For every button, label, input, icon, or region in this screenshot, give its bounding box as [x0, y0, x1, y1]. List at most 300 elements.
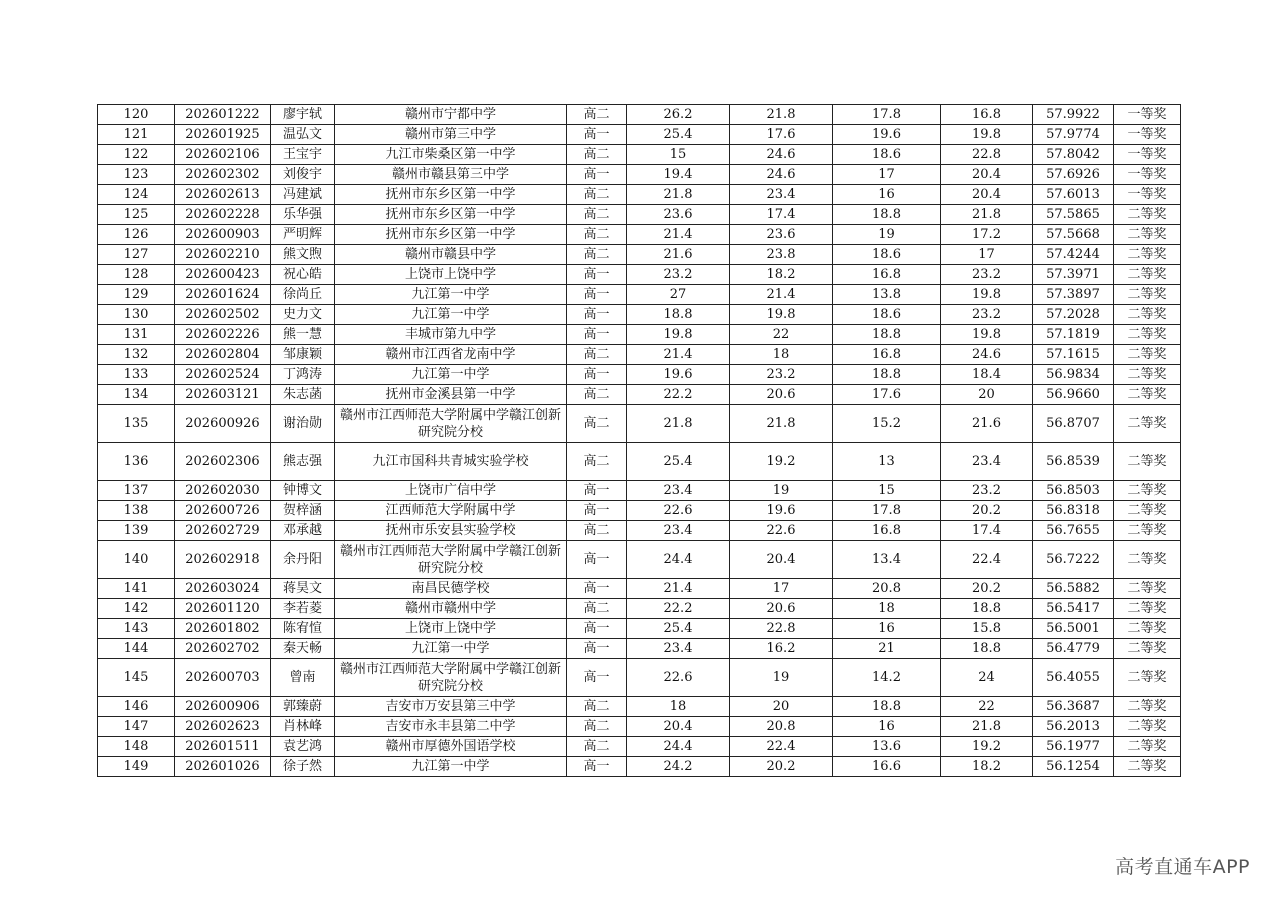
award-cell: 二等奖 [1114, 737, 1181, 757]
award-cell: 二等奖 [1114, 501, 1181, 521]
score1-cell: 23.4 [627, 481, 730, 501]
watermark-text: 高考直通车APP [1115, 856, 1250, 878]
award-cell: 二等奖 [1114, 579, 1181, 599]
score2-cell: 22.6 [730, 521, 833, 541]
table-row [98, 165, 1181, 185]
score3-cell: 17.6 [833, 385, 941, 405]
award-cell: 二等奖 [1114, 325, 1181, 345]
rank-cell: 135 [98, 405, 175, 443]
total-cell: 57.1819 [1033, 325, 1114, 345]
rank-cell: 146 [98, 697, 175, 717]
table-row [98, 125, 1181, 145]
score1-cell: 24.4 [627, 737, 730, 757]
score2-cell: 23.4 [730, 185, 833, 205]
table-row [98, 305, 1181, 325]
score2-cell: 16.2 [730, 639, 833, 659]
score4-cell: 20 [941, 385, 1033, 405]
total-cell: 56.1977 [1033, 737, 1114, 757]
school-cell: 南昌民德学校 [335, 579, 567, 599]
score1-cell: 19.8 [627, 325, 730, 345]
total-cell: 56.9660 [1033, 385, 1114, 405]
score4-cell: 23.2 [941, 481, 1033, 501]
id-cell: 202601624 [175, 285, 271, 305]
score3-cell: 17.8 [833, 501, 941, 521]
name-cell: 祝心皓 [271, 265, 335, 285]
name-cell: 熊志强 [271, 443, 335, 481]
total-cell: 56.9834 [1033, 365, 1114, 385]
name-cell: 王宝宇 [271, 145, 335, 165]
score3-cell: 16.8 [833, 265, 941, 285]
rank-cell: 133 [98, 365, 175, 385]
grade-cell: 高一 [567, 305, 627, 325]
total-cell: 56.5882 [1033, 579, 1114, 599]
total-cell: 57.6926 [1033, 165, 1114, 185]
award-cell: 二等奖 [1114, 659, 1181, 697]
grade-cell: 高二 [567, 697, 627, 717]
name-cell: 蒋昊文 [271, 579, 335, 599]
score4-cell: 17.2 [941, 225, 1033, 245]
award-cell: 二等奖 [1114, 521, 1181, 541]
name-cell: 陈宥愃 [271, 619, 335, 639]
award-cell: 一等奖 [1114, 185, 1181, 205]
score4-cell: 18.8 [941, 599, 1033, 619]
score1-cell: 24.2 [627, 757, 730, 777]
award-cell: 二等奖 [1114, 757, 1181, 777]
rank-cell: 124 [98, 185, 175, 205]
award-cell: 一等奖 [1114, 125, 1181, 145]
score4-cell: 20.2 [941, 501, 1033, 521]
name-cell: 徐尚丘 [271, 285, 335, 305]
total-cell: 56.8318 [1033, 501, 1114, 521]
name-cell: 曾南 [271, 659, 335, 697]
total-cell: 56.7222 [1033, 541, 1114, 579]
score4-cell: 19.8 [941, 285, 1033, 305]
grade-cell: 高二 [567, 717, 627, 737]
rank-cell: 127 [98, 245, 175, 265]
score2-cell: 17.4 [730, 205, 833, 225]
rank-cell: 131 [98, 325, 175, 345]
score1-cell: 18.8 [627, 305, 730, 325]
id-cell: 202602623 [175, 717, 271, 737]
award-cell: 二等奖 [1114, 599, 1181, 619]
award-cell: 二等奖 [1114, 481, 1181, 501]
score3-cell: 15 [833, 481, 941, 501]
grade-cell: 高二 [567, 105, 627, 125]
id-cell: 202602226 [175, 325, 271, 345]
score3-cell: 21 [833, 639, 941, 659]
rank-cell: 147 [98, 717, 175, 737]
name-cell: 冯建斌 [271, 185, 335, 205]
score1-cell: 18 [627, 697, 730, 717]
score2-cell: 23.8 [730, 245, 833, 265]
id-cell: 202601925 [175, 125, 271, 145]
table-row [98, 717, 1181, 737]
score2-cell: 19 [730, 481, 833, 501]
name-cell: 郭臻蔚 [271, 697, 335, 717]
score3-cell: 15.2 [833, 405, 941, 443]
award-cell: 二等奖 [1114, 639, 1181, 659]
rank-cell: 140 [98, 541, 175, 579]
rank-cell: 144 [98, 639, 175, 659]
rank-cell: 136 [98, 443, 175, 481]
total-cell: 56.8539 [1033, 443, 1114, 481]
rank-cell: 128 [98, 265, 175, 285]
table-row [98, 385, 1181, 405]
total-cell: 56.8503 [1033, 481, 1114, 501]
school-cell: 上饶市上饶中学 [335, 265, 567, 285]
grade-cell: 高二 [567, 145, 627, 165]
score3-cell: 18.8 [833, 365, 941, 385]
award-cell: 一等奖 [1114, 165, 1181, 185]
award-cell: 二等奖 [1114, 541, 1181, 579]
school-cell: 丰城市第九中学 [335, 325, 567, 345]
school-cell: 赣州市江西师范大学附属中学赣江创新研究院分校 [335, 405, 567, 443]
id-cell: 202601026 [175, 757, 271, 777]
grade-cell: 高一 [567, 619, 627, 639]
rank-cell: 145 [98, 659, 175, 697]
score1-cell: 22.2 [627, 385, 730, 405]
total-cell: 57.6013 [1033, 185, 1114, 205]
score4-cell: 20.4 [941, 185, 1033, 205]
school-cell: 赣州市厚德外国语学校 [335, 737, 567, 757]
rank-cell: 132 [98, 345, 175, 365]
table-row [98, 541, 1181, 579]
total-cell: 57.9774 [1033, 125, 1114, 145]
id-cell: 202602729 [175, 521, 271, 541]
score3-cell: 14.2 [833, 659, 941, 697]
table-row [98, 659, 1181, 697]
score4-cell: 18.8 [941, 639, 1033, 659]
rank-cell: 126 [98, 225, 175, 245]
table-row [98, 325, 1181, 345]
score2-cell: 19.6 [730, 501, 833, 521]
score2-cell: 20.2 [730, 757, 833, 777]
score2-cell: 17 [730, 579, 833, 599]
id-cell: 202602302 [175, 165, 271, 185]
score2-cell: 20 [730, 697, 833, 717]
score4-cell: 18.2 [941, 757, 1033, 777]
award-cell: 二等奖 [1114, 265, 1181, 285]
name-cell: 刘俊宇 [271, 165, 335, 185]
grade-cell: 高一 [567, 325, 627, 345]
score4-cell: 20.4 [941, 165, 1033, 185]
name-cell: 熊文煦 [271, 245, 335, 265]
name-cell: 邓承越 [271, 521, 335, 541]
total-cell: 57.4244 [1033, 245, 1114, 265]
score4-cell: 19.8 [941, 325, 1033, 345]
score1-cell: 23.4 [627, 639, 730, 659]
score3-cell: 13.8 [833, 285, 941, 305]
id-cell: 202603024 [175, 579, 271, 599]
id-cell: 202601802 [175, 619, 271, 639]
school-cell: 赣州市第三中学 [335, 125, 567, 145]
rank-cell: 149 [98, 757, 175, 777]
score1-cell: 25.4 [627, 125, 730, 145]
school-cell: 抚州市金溪县第一中学 [335, 385, 567, 405]
school-cell: 九江第一中学 [335, 305, 567, 325]
rank-cell: 134 [98, 385, 175, 405]
name-cell: 丁鸿涛 [271, 365, 335, 385]
award-cell: 二等奖 [1114, 225, 1181, 245]
total-cell: 56.7655 [1033, 521, 1114, 541]
table-row [98, 265, 1181, 285]
school-cell: 九江第一中学 [335, 757, 567, 777]
total-cell: 57.1615 [1033, 345, 1114, 365]
rank-cell: 143 [98, 619, 175, 639]
score4-cell: 21.8 [941, 717, 1033, 737]
id-cell: 202601120 [175, 599, 271, 619]
score4-cell: 22.8 [941, 145, 1033, 165]
score4-cell: 18.4 [941, 365, 1033, 385]
score3-cell: 16 [833, 185, 941, 205]
school-cell: 赣州市江西师范大学附属中学赣江创新研究院分校 [335, 659, 567, 697]
name-cell: 肖林峰 [271, 717, 335, 737]
score1-cell: 21.6 [627, 245, 730, 265]
school-cell: 九江第一中学 [335, 639, 567, 659]
grade-cell: 高一 [567, 757, 627, 777]
id-cell: 202602210 [175, 245, 271, 265]
rank-cell: 142 [98, 599, 175, 619]
score4-cell: 17 [941, 245, 1033, 265]
name-cell: 李若菱 [271, 599, 335, 619]
id-cell: 202600703 [175, 659, 271, 697]
name-cell: 钟博文 [271, 481, 335, 501]
school-cell: 上饶市广信中学 [335, 481, 567, 501]
score2-cell: 18.2 [730, 265, 833, 285]
score2-cell: 23.6 [730, 225, 833, 245]
score4-cell: 22.4 [941, 541, 1033, 579]
score2-cell: 22.4 [730, 737, 833, 757]
grade-cell: 高一 [567, 365, 627, 385]
total-cell: 57.8042 [1033, 145, 1114, 165]
rank-cell: 137 [98, 481, 175, 501]
table-row [98, 145, 1181, 165]
grade-cell: 高二 [567, 345, 627, 365]
table-row [98, 599, 1181, 619]
name-cell: 朱志菡 [271, 385, 335, 405]
total-cell: 56.4779 [1033, 639, 1114, 659]
score4-cell: 21.6 [941, 405, 1033, 443]
school-cell: 九江第一中学 [335, 365, 567, 385]
id-cell: 202601222 [175, 105, 271, 125]
name-cell: 袁艺鸿 [271, 737, 335, 757]
score2-cell: 22 [730, 325, 833, 345]
score2-cell: 22.8 [730, 619, 833, 639]
id-cell: 202600906 [175, 697, 271, 717]
score2-cell: 19.8 [730, 305, 833, 325]
award-cell: 二等奖 [1114, 717, 1181, 737]
score3-cell: 13.6 [833, 737, 941, 757]
id-cell: 202603121 [175, 385, 271, 405]
id-cell: 202600423 [175, 265, 271, 285]
grade-cell: 高二 [567, 521, 627, 541]
score1-cell: 25.4 [627, 619, 730, 639]
school-cell: 赣州市江西省龙南中学 [335, 345, 567, 365]
table-row [98, 697, 1181, 717]
table-row [98, 365, 1181, 385]
score2-cell: 24.6 [730, 145, 833, 165]
table-row [98, 737, 1181, 757]
grade-cell: 高一 [567, 265, 627, 285]
score3-cell: 16.8 [833, 521, 941, 541]
total-cell: 56.5001 [1033, 619, 1114, 639]
award-cell: 二等奖 [1114, 443, 1181, 481]
score4-cell: 21.8 [941, 205, 1033, 225]
score2-cell: 24.6 [730, 165, 833, 185]
score3-cell: 18.8 [833, 325, 941, 345]
table-row [98, 639, 1181, 659]
id-cell: 202601511 [175, 737, 271, 757]
score4-cell: 15.8 [941, 619, 1033, 639]
score3-cell: 18.6 [833, 305, 941, 325]
score2-cell: 20.6 [730, 599, 833, 619]
award-cell: 二等奖 [1114, 405, 1181, 443]
table-row [98, 481, 1181, 501]
score1-cell: 20.4 [627, 717, 730, 737]
score3-cell: 19 [833, 225, 941, 245]
grade-cell: 高一 [567, 501, 627, 521]
rank-cell: 120 [98, 105, 175, 125]
grade-cell: 高二 [567, 245, 627, 265]
score2-cell: 17.6 [730, 125, 833, 145]
score3-cell: 16.6 [833, 757, 941, 777]
grade-cell: 高二 [567, 225, 627, 245]
grade-cell: 高一 [567, 165, 627, 185]
name-cell: 余丹阳 [271, 541, 335, 579]
grade-cell: 高一 [567, 579, 627, 599]
school-cell: 九江市国科共青城实验学校 [335, 443, 567, 481]
score1-cell: 25.4 [627, 443, 730, 481]
grade-cell: 高一 [567, 481, 627, 501]
score2-cell: 19 [730, 659, 833, 697]
total-cell: 57.3897 [1033, 285, 1114, 305]
score3-cell: 20.8 [833, 579, 941, 599]
id-cell: 202600926 [175, 405, 271, 443]
award-cell: 一等奖 [1114, 145, 1181, 165]
award-cell: 二等奖 [1114, 385, 1181, 405]
score3-cell: 13 [833, 443, 941, 481]
table-row [98, 579, 1181, 599]
name-cell: 徐子然 [271, 757, 335, 777]
id-cell: 202602502 [175, 305, 271, 325]
score2-cell: 21.8 [730, 105, 833, 125]
score1-cell: 23.6 [627, 205, 730, 225]
rank-cell: 139 [98, 521, 175, 541]
total-cell: 57.5668 [1033, 225, 1114, 245]
grade-cell: 高二 [567, 443, 627, 481]
score1-cell: 23.2 [627, 265, 730, 285]
results-table-body [98, 105, 1181, 777]
score3-cell: 16.8 [833, 345, 941, 365]
total-cell: 56.1254 [1033, 757, 1114, 777]
school-cell: 九江市柴桑区第一中学 [335, 145, 567, 165]
score1-cell: 22.2 [627, 599, 730, 619]
rank-cell: 125 [98, 205, 175, 225]
grade-cell: 高二 [567, 205, 627, 225]
score1-cell: 24.4 [627, 541, 730, 579]
school-cell: 赣州市赣县第三中学 [335, 165, 567, 185]
award-cell: 二等奖 [1114, 619, 1181, 639]
score2-cell: 21.4 [730, 285, 833, 305]
id-cell: 202602306 [175, 443, 271, 481]
table-row [98, 443, 1181, 481]
school-cell: 吉安市万安县第三中学 [335, 697, 567, 717]
score2-cell: 23.2 [730, 365, 833, 385]
score1-cell: 26.2 [627, 105, 730, 125]
score3-cell: 17.8 [833, 105, 941, 125]
school-cell: 抚州市东乡区第一中学 [335, 225, 567, 245]
score4-cell: 23.2 [941, 305, 1033, 325]
table-row [98, 757, 1181, 777]
score3-cell: 18.8 [833, 697, 941, 717]
id-cell: 202602030 [175, 481, 271, 501]
name-cell: 熊一慧 [271, 325, 335, 345]
score3-cell: 18.6 [833, 245, 941, 265]
id-cell: 202602613 [175, 185, 271, 205]
score3-cell: 13.4 [833, 541, 941, 579]
award-cell: 二等奖 [1114, 285, 1181, 305]
school-cell: 吉安市永丰县第二中学 [335, 717, 567, 737]
table-row [98, 501, 1181, 521]
total-cell: 57.3971 [1033, 265, 1114, 285]
score4-cell: 20.2 [941, 579, 1033, 599]
rank-cell: 123 [98, 165, 175, 185]
name-cell: 严明辉 [271, 225, 335, 245]
grade-cell: 高一 [567, 541, 627, 579]
grade-cell: 高一 [567, 285, 627, 305]
score3-cell: 16 [833, 717, 941, 737]
score1-cell: 21.8 [627, 405, 730, 443]
id-cell: 202602918 [175, 541, 271, 579]
name-cell: 邹康颖 [271, 345, 335, 365]
table-row [98, 521, 1181, 541]
score2-cell: 20.4 [730, 541, 833, 579]
score1-cell: 21.4 [627, 225, 730, 245]
name-cell: 史力文 [271, 305, 335, 325]
name-cell: 贺梓涵 [271, 501, 335, 521]
rank-cell: 148 [98, 737, 175, 757]
grade-cell: 高二 [567, 599, 627, 619]
grade-cell: 高一 [567, 639, 627, 659]
score1-cell: 19.4 [627, 165, 730, 185]
name-cell: 温弘文 [271, 125, 335, 145]
school-cell: 上饶市上饶中学 [335, 619, 567, 639]
score1-cell: 22.6 [627, 501, 730, 521]
results-table [97, 104, 1181, 777]
grade-cell: 高二 [567, 185, 627, 205]
score3-cell: 18.8 [833, 205, 941, 225]
score1-cell: 23.4 [627, 521, 730, 541]
table-row [98, 619, 1181, 639]
id-cell: 202602702 [175, 639, 271, 659]
award-cell: 二等奖 [1114, 697, 1181, 717]
total-cell: 56.3687 [1033, 697, 1114, 717]
score4-cell: 19.2 [941, 737, 1033, 757]
award-cell: 二等奖 [1114, 205, 1181, 225]
grade-cell: 高一 [567, 659, 627, 697]
score4-cell: 16.8 [941, 105, 1033, 125]
id-cell: 202602106 [175, 145, 271, 165]
grade-cell: 高二 [567, 385, 627, 405]
table-row [98, 245, 1181, 265]
score1-cell: 22.6 [627, 659, 730, 697]
total-cell: 56.4055 [1033, 659, 1114, 697]
score2-cell: 21.8 [730, 405, 833, 443]
award-cell: 二等奖 [1114, 345, 1181, 365]
rank-cell: 129 [98, 285, 175, 305]
id-cell: 202600903 [175, 225, 271, 245]
score4-cell: 23.2 [941, 265, 1033, 285]
